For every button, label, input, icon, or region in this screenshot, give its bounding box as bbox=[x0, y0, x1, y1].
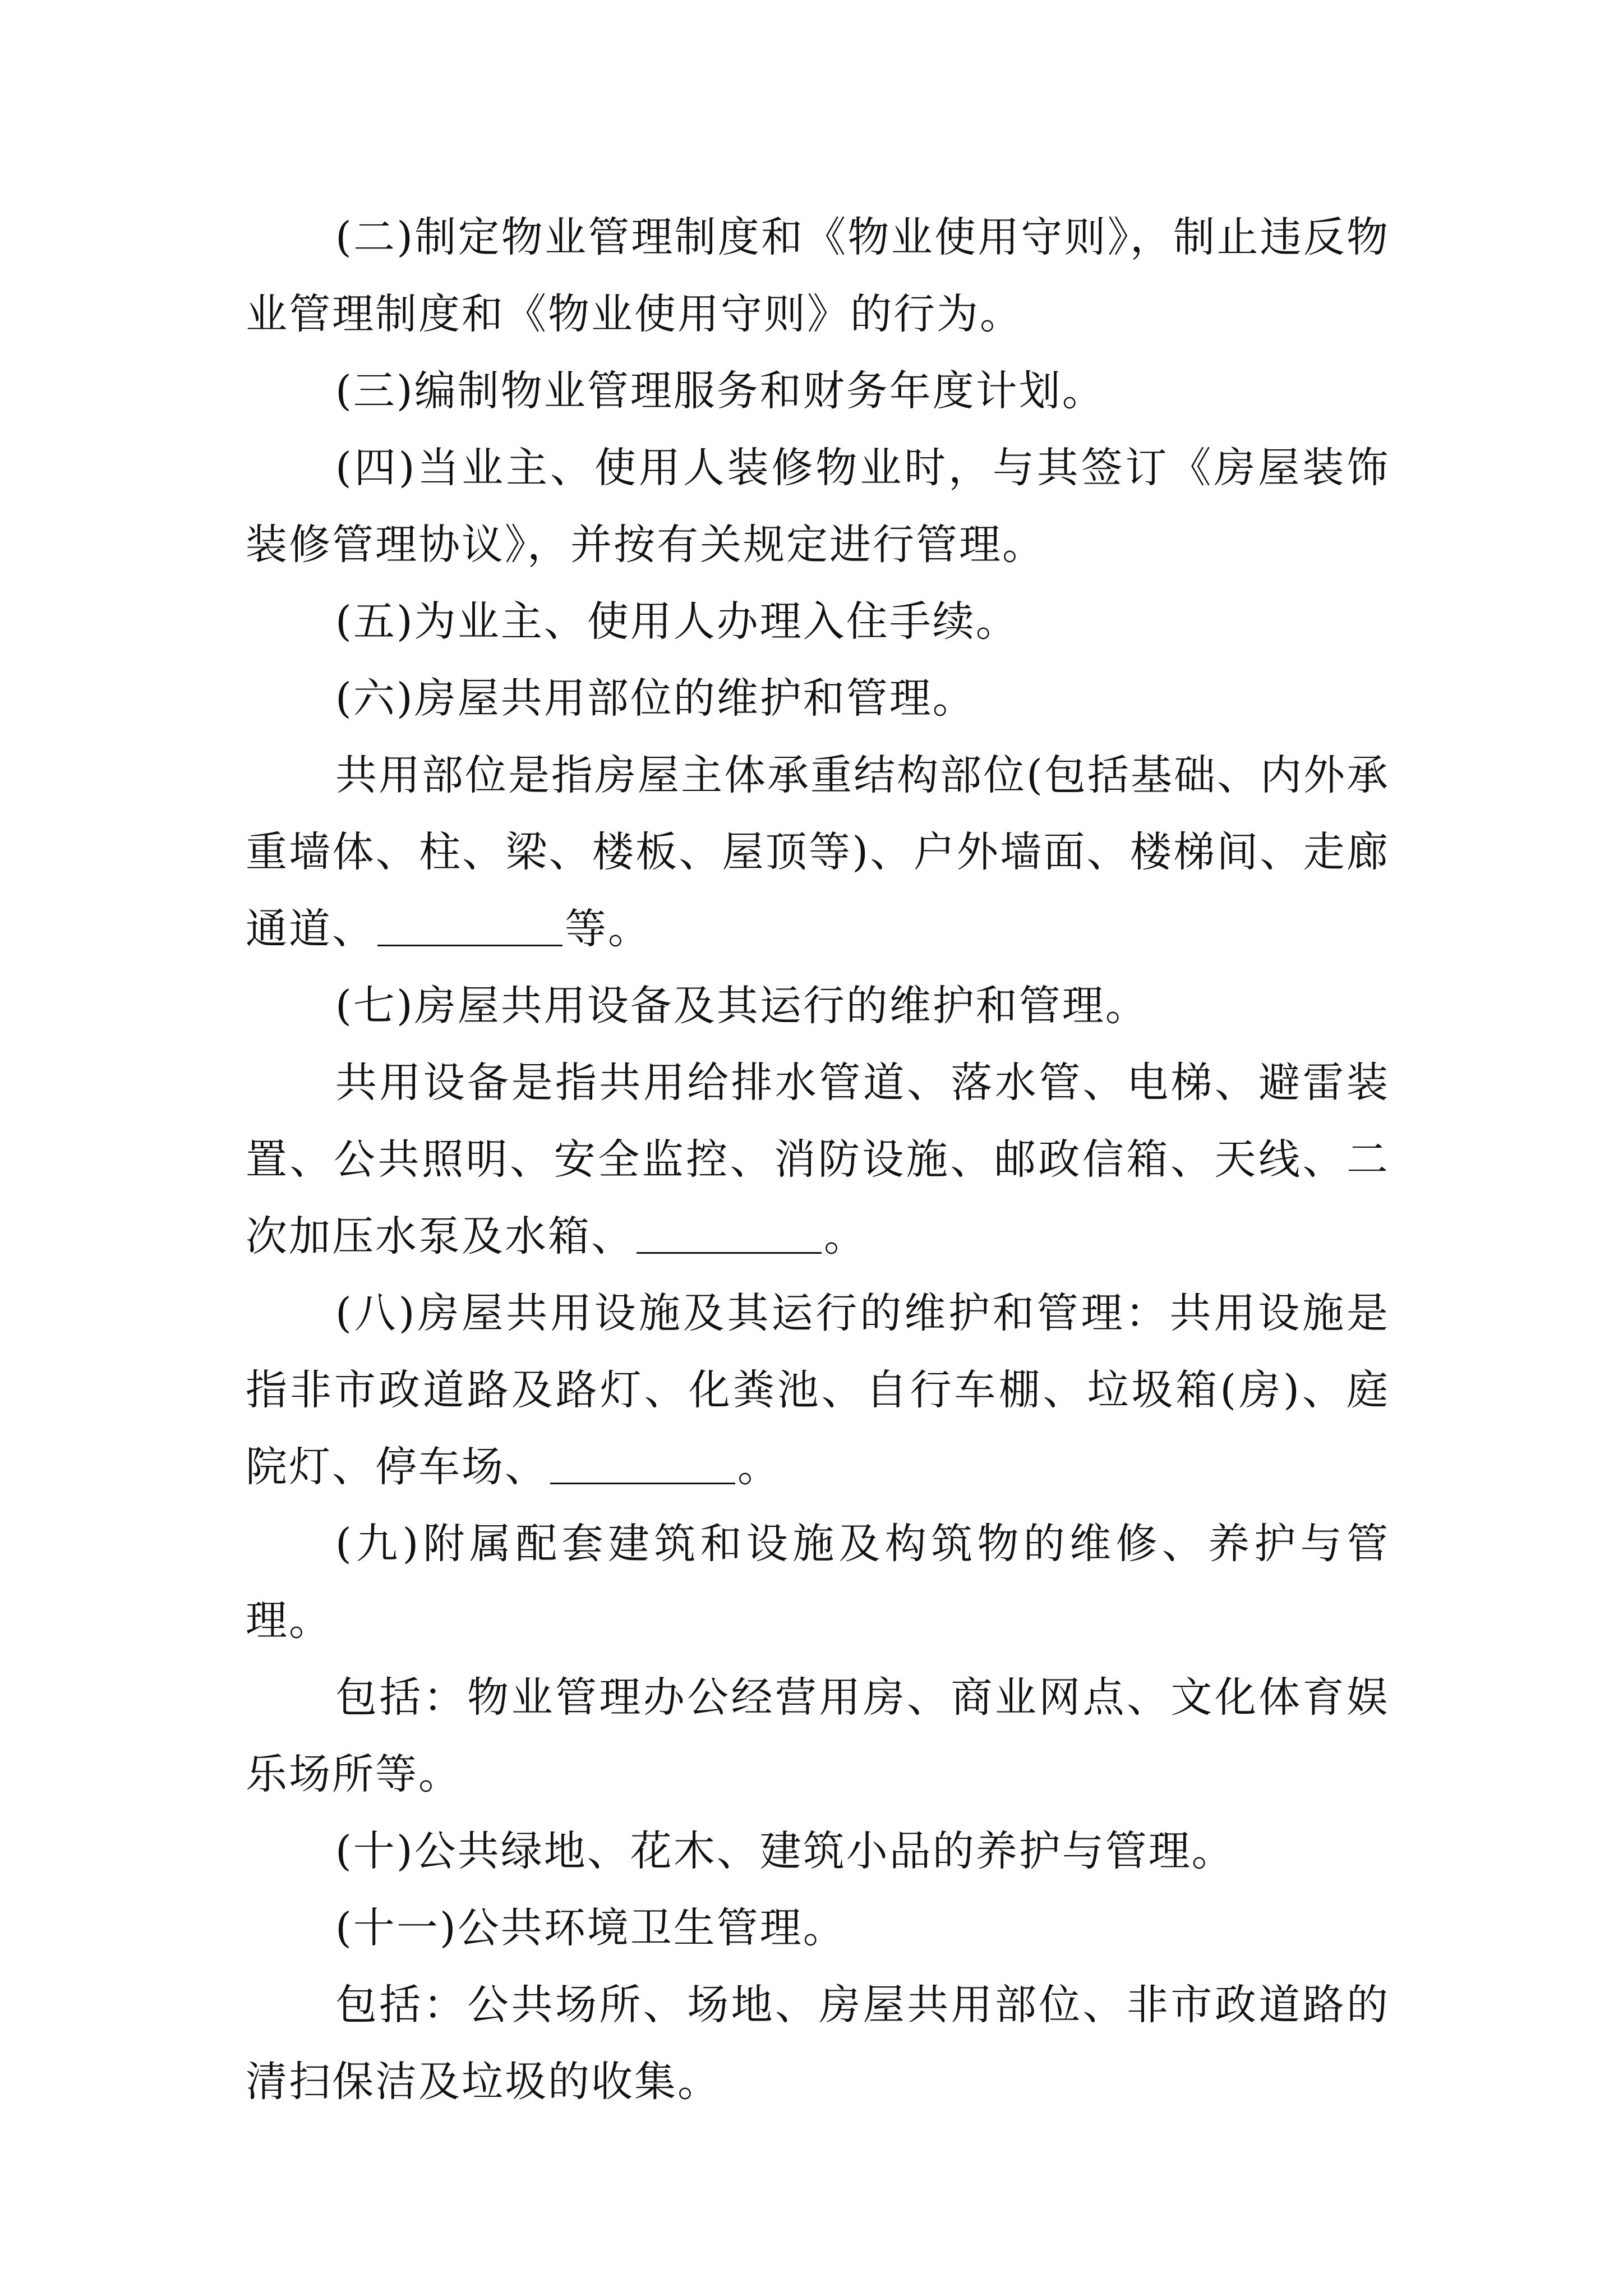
paragraph-text-end: 。 bbox=[824, 1212, 867, 1260]
paragraph-text: (七)房屋共用设备及其运行的维护和管理。 bbox=[335, 982, 1149, 1030]
paragraph-text: (六)房屋共用部位的维护和管理。 bbox=[335, 674, 976, 723]
paragraph-text: (四)当业主、使用人装修物业时，与其签订《房屋装饰装修管理协议》，并按有关规定进行管理。 bbox=[246, 444, 1390, 569]
fill-in-blank bbox=[550, 1438, 735, 1484]
paragraph-text-end: 。 bbox=[737, 1443, 781, 1491]
paragraph-text: 共用部位是指房屋主体承重结构部位(包括基础、内外承重墙体、柱、梁、楼板、屋顶等)、户外墙面、楼梯间、走廊通道、 bbox=[246, 751, 1390, 953]
paragraph-text: (八)房屋共用设施及其运行的维护和管理：共用设施是指非市政道路及路灯、化粪池、自行车棚、垃圾箱(房)、庭院灯、停车场、 bbox=[246, 1289, 1390, 1491]
paragraph-text: 包括：物业管理办公经营用房、商业网点、文化体育娱乐场所等。 bbox=[246, 1673, 1390, 1798]
paragraph-5 bbox=[246, 583, 1390, 660]
paragraph-text: 包括：公共场所、场地、房屋共用部位、非市政道路的清扫保洁及垃圾的收集。 bbox=[246, 1981, 1390, 2106]
paragraph-9-includes bbox=[246, 1659, 1390, 1813]
paragraph-3 bbox=[246, 353, 1390, 430]
paragraph-text: (十)公共绿地、花木、建筑小品的养护与管理。 bbox=[335, 1827, 1235, 1875]
document-body bbox=[246, 199, 1390, 2120]
fill-in-blank bbox=[377, 900, 562, 946]
paragraph-text: (九)附属配套建筑和设施及构筑物的维修、养护与管理。 bbox=[246, 1520, 1390, 1645]
paragraph-7 bbox=[246, 968, 1390, 1045]
paragraph-text: 共用设备是指共用给排水管道、落水管、电梯、避雷装置、公共照明、安全监控、消防设施、邮政信箱、天线、二次加压水泵及水箱、 bbox=[246, 1059, 1390, 1260]
paragraph-text: (五)为业主、使用人办理入住手续。 bbox=[335, 597, 1019, 646]
paragraph-8 bbox=[246, 1275, 1390, 1506]
paragraph-text: (三)编制物业管理服务和财务年度计划。 bbox=[335, 367, 1105, 415]
paragraph-text-end: 等。 bbox=[565, 905, 651, 953]
paragraph-2 bbox=[246, 199, 1390, 353]
paragraph-11-includes bbox=[246, 1967, 1390, 2120]
paragraph-text: (二)制定物业管理制度和《物业使用守则》，制止违反物业管理制度和《物业使用守则》的行为。 bbox=[246, 213, 1390, 338]
paragraph-11 bbox=[246, 1890, 1390, 1967]
paragraph-10 bbox=[246, 1813, 1390, 1890]
paragraph-6 bbox=[246, 660, 1390, 737]
fill-in-blank bbox=[637, 1207, 822, 1254]
paragraph-4 bbox=[246, 430, 1390, 583]
paragraph-shared-equipment bbox=[246, 1045, 1390, 1275]
paragraph-text: (十一)公共环境卫生管理。 bbox=[335, 1904, 846, 1952]
paragraph-shared-parts bbox=[246, 737, 1390, 968]
paragraph-9 bbox=[246, 1506, 1390, 1659]
